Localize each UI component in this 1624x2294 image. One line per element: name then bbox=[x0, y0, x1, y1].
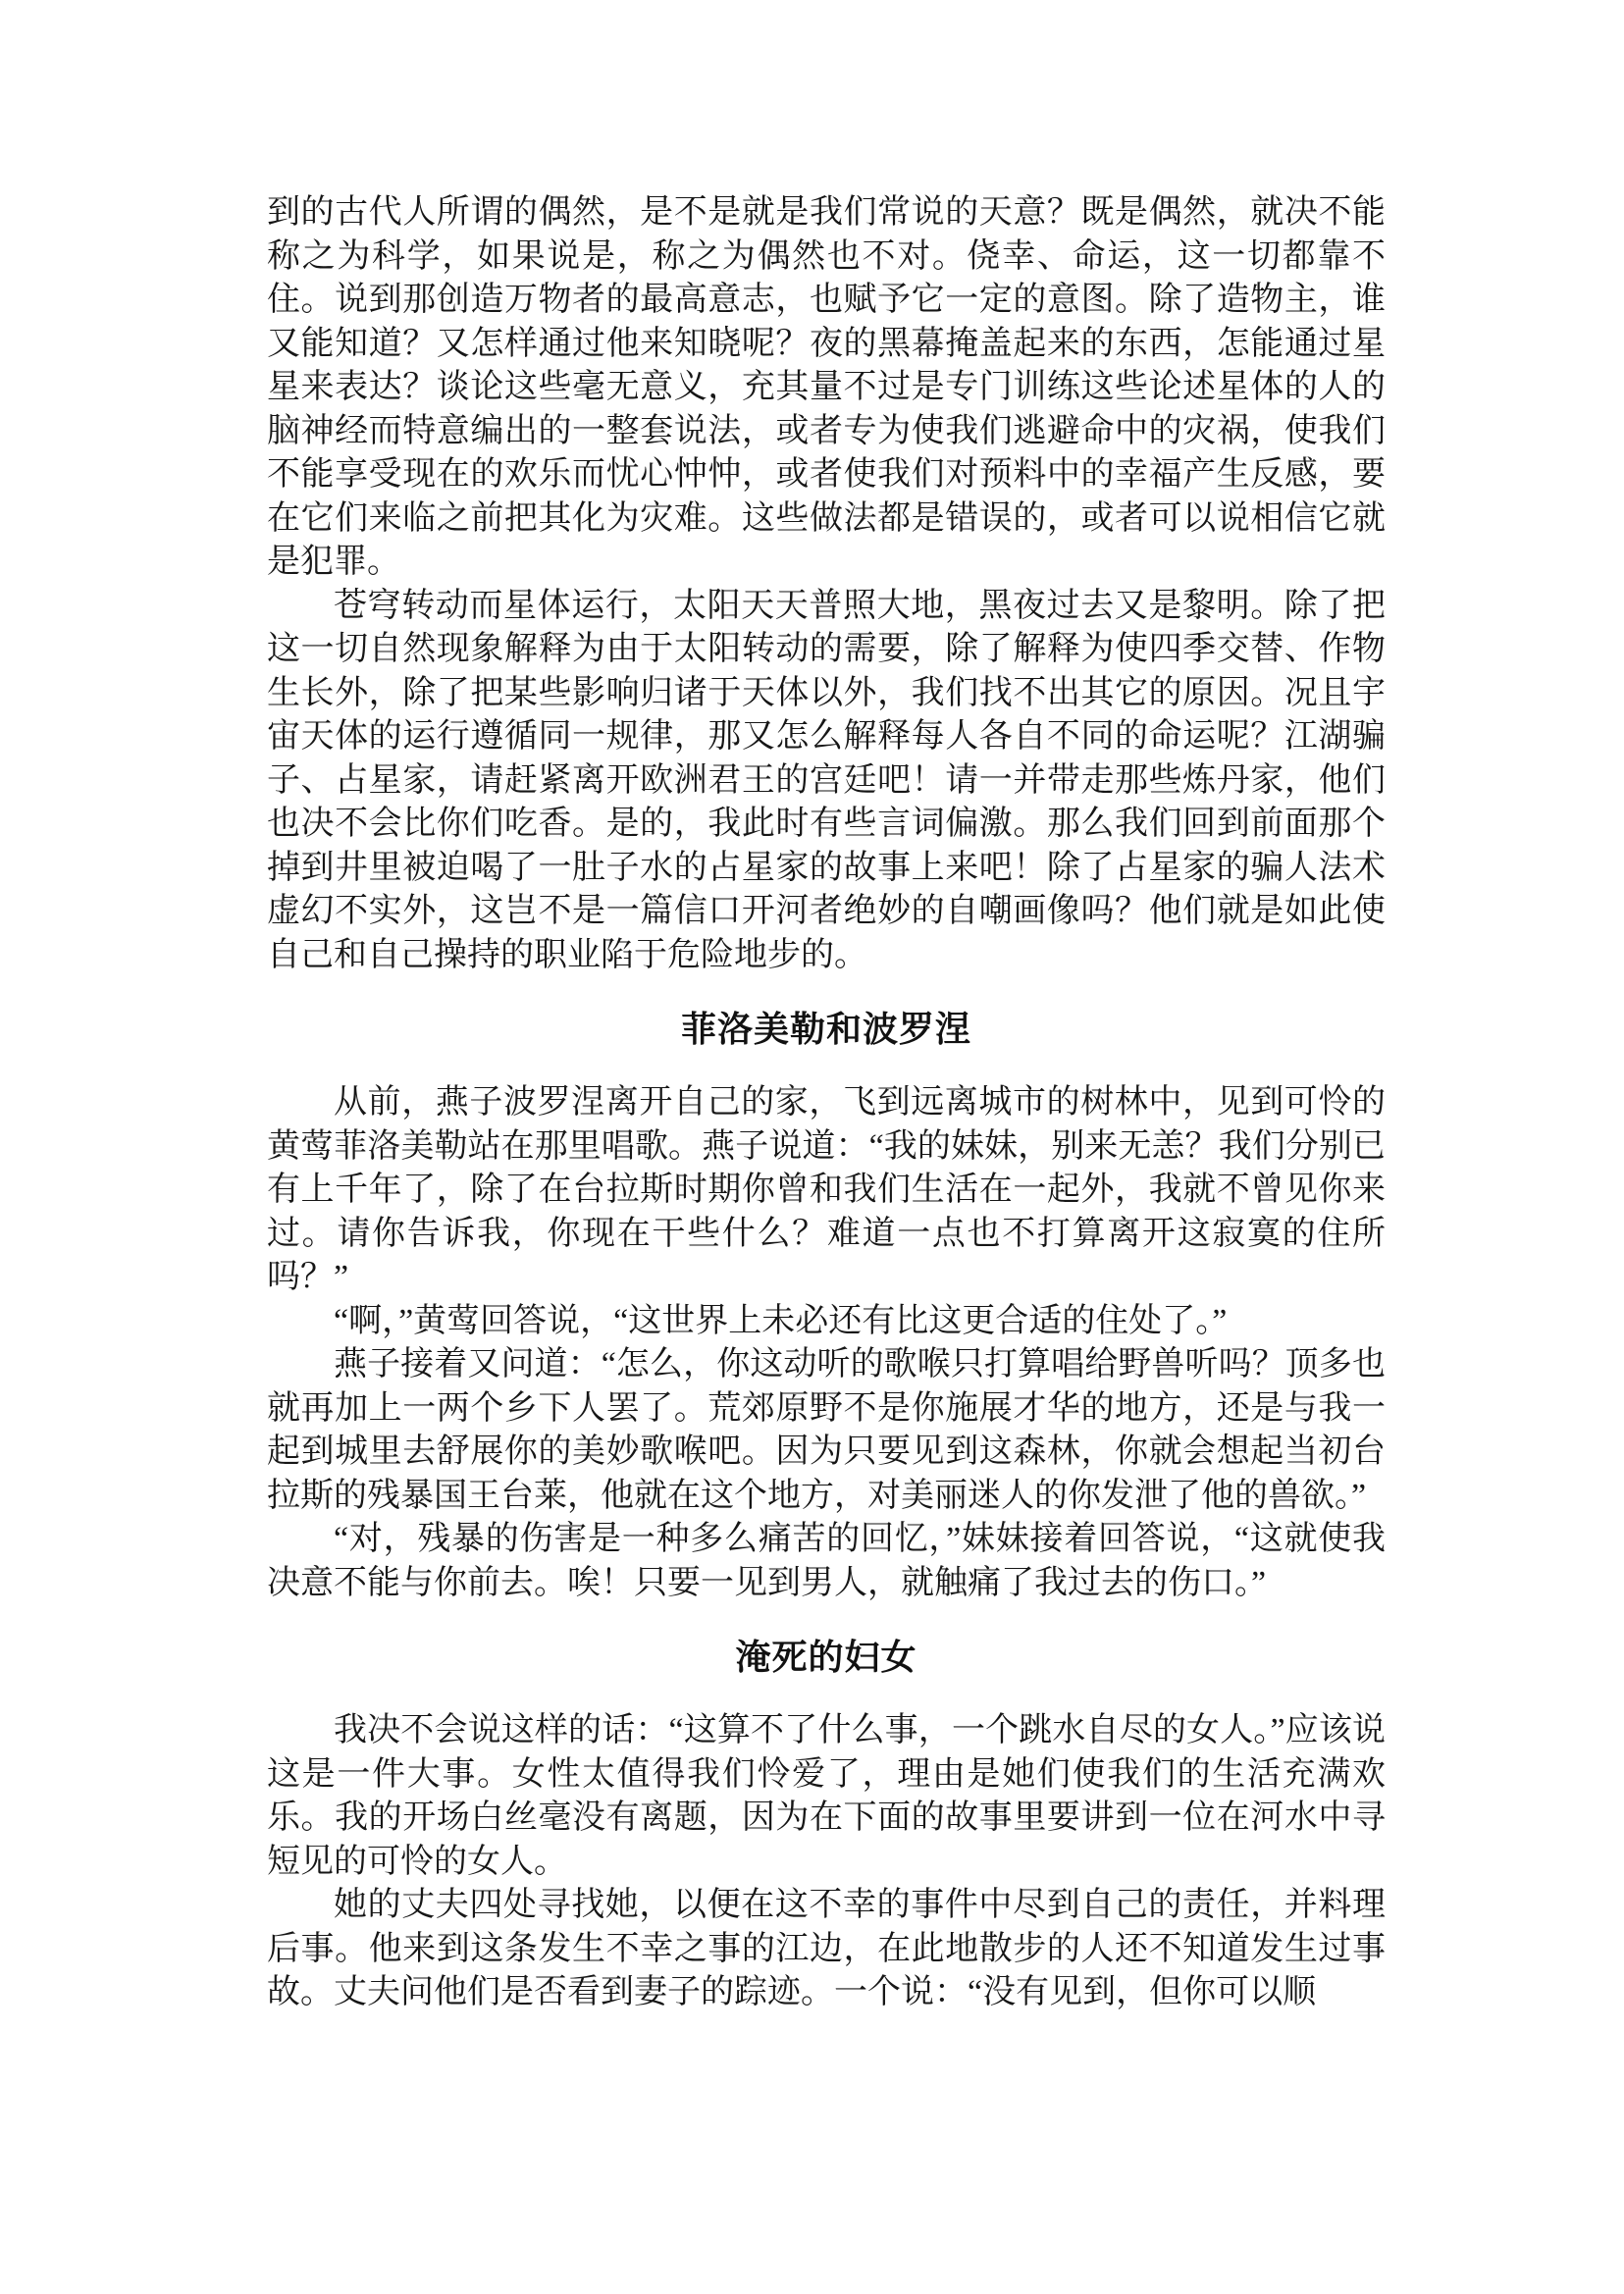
text-column bbox=[267, 191, 1386, 2015]
body-paragraph: 她的丈夫四处寻找她，以便在这不幸的事件中尽到自己的责任，并料理后事。他来到这条发生不幸之事的江边，在此地散步的人还不知道发生过事故。丈夫问他们是否看到妻子的踪迹。一个说：“没有见到，但你可以顺 bbox=[267, 1887, 1386, 2010]
body-paragraph: “啊，”黄莺回答说，“这世界上未必还有比这更合适的住处了。” bbox=[334, 1302, 1228, 1339]
section-heading-drowned-woman: 淹死的妇女 bbox=[735, 1638, 917, 1678]
body-paragraph: “对，残暴的伤害是一种多么痛苦的回忆，”妹妹接着回答说，“这就使我决意不能与你前去。唉！只要一见到男人，就触痛了我过去的伤口。” bbox=[267, 1521, 1386, 1601]
body-paragraph: 我决不会说这样的话：“这算不了什么事，一个跳水自尽的女人。”应该说这是一件大事。女性太值得我们怜爱了，理由是她们使我们的生活充满欢乐。我的开场白丝毫没有离题，因为在下面的故事里要讲到一位在河水中寻短见的可怜的女人。 bbox=[267, 1712, 1386, 1880]
body-paragraph: 苍穹转动而星体运行，太阳天天普照大地，黑夜过去又是黎明。除了把这一切自然现象解释为由于太阳转动的需要，除了解释为使四季交替、作物生长外，除了把某些影响归诸于天体以外，我们找不出其它的原因。况且宇宙天体的运行遵循同一规律，那又怎么解释每人各自不同的命运呢？江湖骗子、占星家，请赶紧离开欧洲君王的宫廷吧！请一并带走那些炼丹家，他们也决不会比你们吃香。是的，我此时有些言词偏激。那么我们回到前面那个掉到井里被迫喝了一肚子水的占星家的故事上来吧！除了占星家的骗人法术虚幻不实外，这岂不是一篇信口开河者绝妙的自嘲画像吗？他们就是如此使自己和自己操持的职业陷于危险地步的。 bbox=[267, 587, 1386, 973]
body-paragraph: 从前，燕子波罗涅离开自己的家，飞到远离城市的树林中，见到可怜的黄莺菲洛美勒站在那里唱歌。燕子说道：“我的妹妹，别来无恙？我们分别已有上千年了，除了在台拉斯时期你曾和我们生活在一起外，我就不曾见你来过。请你告诉我，你现在干些什么？难道一点也不打算离开这寂寞的住所吗？” bbox=[267, 1084, 1386, 1295]
section-heading-philomela-and-procne: 菲洛美勒和波罗涅 bbox=[680, 1010, 971, 1050]
body-paragraph-continuation: 到的古代人所谓的偶然，是不是就是我们常说的天意？既是偶然，就决不能称之为科学，如果说是，称之为偶然也不对。侥幸、命运，这一切都靠不住。说到那创造万物者的最高意志，也赋予它一定的意图。除了造物主，谁又能知道？又怎样通过他来知晓呢？夜的黑幕掩盖起来的东西，怎能通过星星来表达？谈论这些毫无意义，充其量不过是专门训练这些论述星体的人的脑神经而特意编出的一整套说法，或者专为使我们逃避命中的灾祸，使我们不能享受现在的欢乐而忧心忡忡，或者使我们对预料中的幸福产生反感，要在它们来临之前把其化为灾难。这些做法都是错误的，或者可以说相信它就是犯罪。 bbox=[267, 194, 1386, 580]
body-paragraph: 燕子接着又问道：“怎么，你这动听的歌喉只打算唱给野兽听吗？顶多也就再加上一两个乡下人罢了。荒郊原野不是你施展才华的地方，还是与我一起到城里去舒展你的美妙歌喉吧。因为只要见到这森林，你就会想起当初台拉斯的残暴国王台莱，他就在这个地方，对美丽迷人的你发泄了他的兽欲。” bbox=[267, 1346, 1386, 1514]
